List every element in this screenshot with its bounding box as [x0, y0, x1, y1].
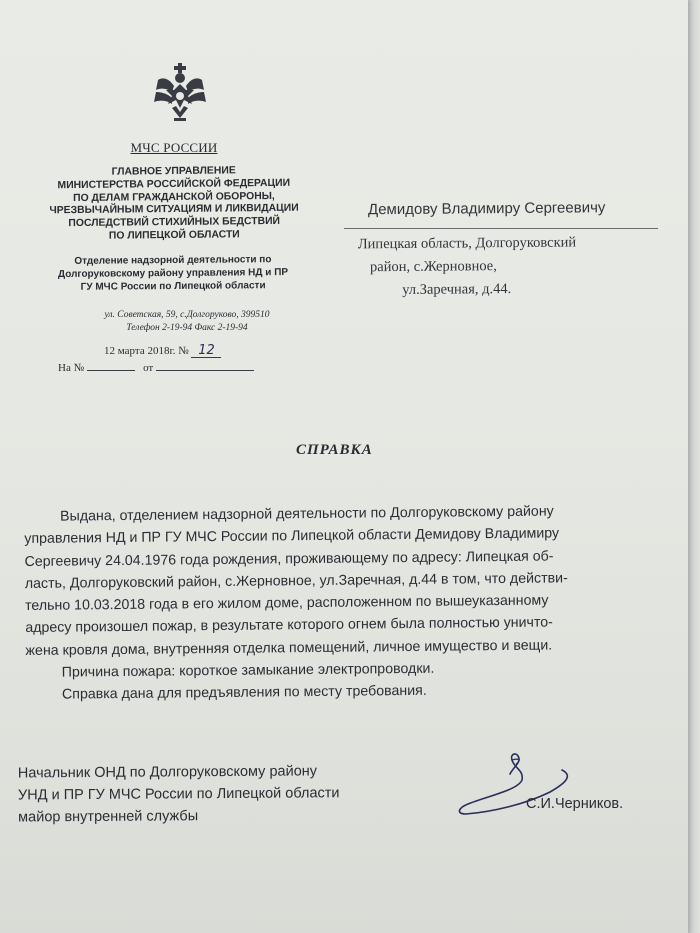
handwritten-signature	[452, 746, 592, 826]
recipient-address-line: ул.Заречная, д.44.	[402, 281, 512, 298]
document-date: 12 марта 2018г. №	[104, 345, 189, 357]
sender-address	[62, 309, 312, 335]
ministry-line: ЧРЕЗВЫЧАЙНЫМ СИТУАЦИЯМ И ЛИКВИДАЦИИ	[49, 203, 299, 217]
address-line: ул. Советская, 59, с.Долгоруково, 399510	[104, 310, 270, 320]
ministry-line: ПО ДЕЛАМ ГРАЖДАНСКОЙ ОБОРОНЫ,	[73, 190, 275, 204]
body-line: Выдана, отделением надзорной деятельности по Долгоруковскому району	[60, 503, 554, 525]
ministry-line: ПО ЛИПЕЦКОЙ ОБЛАСТИ	[108, 229, 240, 242]
body-line: ласть, Долгоруковский район, с.Жерновное, ул.Заречная, д.44 в том, что действи-	[24, 570, 568, 592]
reference-from: от	[143, 362, 154, 374]
certificate-purpose: Справка дана для предъявления по месту требования.	[61, 683, 427, 703]
body-line: управления НД и ПР ГУ МЧС России по Липецкой области Демидову Владимиру	[24, 525, 560, 548]
department-line: Отделение надзорной деятельности по	[74, 254, 272, 267]
signer-position-line: УНД и ПР ГУ МЧС России по Липецкой области	[17, 785, 340, 804]
department-line: Долгоруковскому району управления НД и ПР	[57, 266, 289, 281]
signer-position-line: Начальник ОНД по Долгоруковскому району	[17, 763, 318, 782]
reference-date-blank	[156, 360, 254, 371]
body-line: адресу произошел пожар, в результате которого огнем была полностью уничто-	[25, 614, 553, 637]
document-body	[24, 499, 666, 706]
emchs-emblem-icon	[150, 62, 210, 126]
recipient-address-line: Липецкая область, Долгоруковский	[357, 234, 577, 253]
ministry-title	[24, 164, 325, 244]
signer-rank: майор внутренней службы	[18, 808, 199, 826]
recipient-divider	[344, 228, 658, 229]
signer-name: С.И.Черников.	[526, 796, 624, 812]
org-name: МЧС РОССИИ	[130, 140, 218, 155]
background-surface	[686, 0, 700, 933]
document-number: 12	[191, 345, 221, 358]
body-line: Сергеевичу 24.04.1976 года рождения, проживающему по адресу: Липецкая об-	[24, 548, 554, 570]
document-date-line	[104, 344, 284, 358]
department-title	[28, 253, 318, 295]
department-line: ГУ МЧС России по Липецкой области	[80, 280, 266, 293]
ministry-line: ПОСЛЕДСТВИЙ СТИХИЙНЫХ БЕДСТВИЙ	[68, 216, 281, 230]
reference-prefix: На №	[58, 362, 85, 374]
reference-number-blank	[87, 360, 135, 371]
recipient-address	[358, 231, 669, 303]
document-title: СПРАВКА	[296, 442, 373, 458]
fire-cause: Причина пожара: короткое замыкание электропроводки.	[61, 660, 435, 681]
ministry-line: МИНИСТЕРСТВА РОССИЙСКОЙ ФЕДЕРАЦИИ	[57, 177, 291, 192]
body-line: жена кровля дома, внутренняя отделка помещений, личное имущество и вещи.	[25, 637, 553, 659]
signer-position	[18, 760, 438, 829]
recipient-address-line: район, с.Жерновное,	[369, 258, 497, 276]
ministry-line: ГЛАВНОЕ УПРАВЛЕНИЕ	[111, 165, 236, 178]
recipient-name: Демидову Владимиру Сергеевичу	[367, 199, 606, 219]
body-line: тельно 10.03.2018 года в его жилом доме, расположенном по вышеуказанному	[24, 592, 549, 615]
contact-line: Телефон 2-19-94 Факс 2-19-94	[126, 323, 248, 333]
reference-line	[58, 360, 288, 375]
